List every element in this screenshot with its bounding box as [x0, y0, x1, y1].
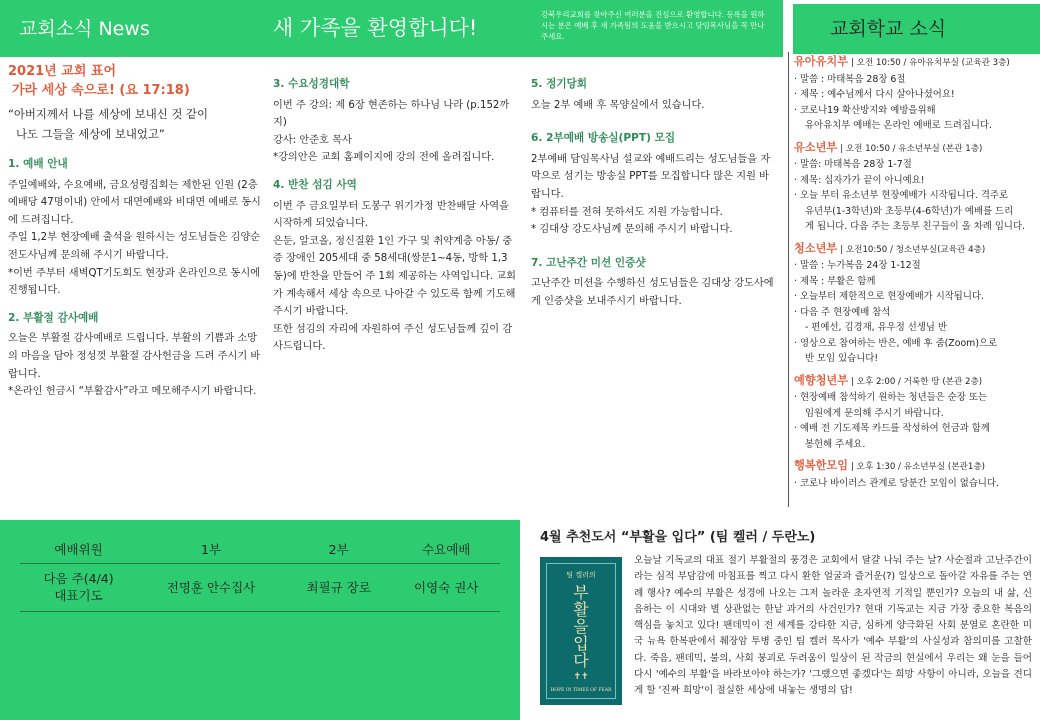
- school-news-column: [788, 52, 1038, 507]
- dept-line: · 영상으로 참여하는 반은, 예배 후 줌(Zoom)으로: [794, 337, 998, 349]
- cover-title-char: 부: [573, 583, 589, 602]
- section-title: 3. 수요성경대학: [273, 78, 350, 90]
- cover-author: 팀 켈러의: [566, 571, 596, 579]
- welcome-note: 강북우리교회를 찾아주신 여러분을 진심으로 환영합니다. 등록을 원하시는 분은 예배 후 새 가족팀의 도움을 받으시고 담임목사님을 꼭 만나주세요.: [541, 10, 765, 41]
- dept-line: · 예배 전 기도제목 카드를 작성하여 헌금과 함께: [794, 423, 990, 434]
- paragraph: 2부예배 담임목사님 설교와 예배드리는 성도님들을 자막으로 섬기는 방송실 PPT를 모집합니다 많은 지원 바랍니다.: [531, 153, 771, 200]
- dept-block: [794, 458, 1038, 491]
- welcome-title: 새 가족을 환영합니다!: [273, 16, 478, 40]
- dept-line: · 코로나19 확산방지와 예방을위해: [794, 104, 936, 116]
- dept-line: 봉헌해 주세요.: [805, 438, 866, 450]
- dept-name: 예향청년부: [794, 373, 849, 387]
- book-cover-frame: [546, 563, 616, 699]
- paragraph: 주일 1,2부 현장예배 출석을 원하시는 성도님들은 김양순 전도사님께 문의해 주시기 바랍니다.: [8, 232, 261, 261]
- dept-line: · 다음 주 현장예배 참석: [794, 306, 891, 318]
- dept-block: [794, 373, 1038, 453]
- paragraph: *온라인 헌금시 “부활감사”라고 메모해주시기 바랍니다.: [8, 386, 257, 398]
- duty-cell: 이영숙 권사: [392, 563, 500, 611]
- quote-line: “아버지께서 나를 세상에 보내신 것 같이: [8, 107, 209, 121]
- news-column-3: [531, 76, 778, 311]
- paragraph: 오늘은 부활절 감사예배로 드립니다. 부활의 기쁨과 소망의 마음을 담아 정성껏 부활절 감사헌금을 드려 주시기 바랍니다.: [8, 333, 261, 380]
- dept-line: · 제목 : 예수님께서 다시 살아나셨어요!: [794, 89, 955, 100]
- dept-line: · 현장예배 참석하기 원하는 청년들은 순장 또는: [794, 392, 987, 403]
- dept-meta: | 오후 1:30 / 유소년부실 (본관1층): [851, 462, 985, 472]
- dept-line: · 제목: 십자가가 끝이 아니예요!: [794, 174, 925, 186]
- paragraph: 오늘 2부 예배 후 목양실에서 있습니다.: [531, 99, 705, 111]
- duty-row-label-line: 대표기도: [54, 588, 103, 603]
- dept-line: 임원에게 문의해 주시기 바랍니다.: [805, 407, 944, 419]
- dept-line: 유년부(1-3학년)와 초등부(4-6학년)가 예배를 드리: [805, 205, 1014, 217]
- dept-block: [794, 140, 1038, 235]
- dept-name: 행복한모임: [794, 459, 849, 472]
- cover-title-char: 활: [573, 600, 589, 619]
- book-cover-image: [540, 557, 622, 705]
- dept-meta: | 오후 2:00 / 거룩한 땅 (본관 2층): [851, 376, 983, 387]
- paragraph: * 컴퓨터를 전혀 못하셔도 지원 가능합니다.: [531, 206, 723, 218]
- cover-title: [547, 584, 615, 669]
- cover-english-title: HOPE IN TIMES OF FEAR: [550, 688, 612, 693]
- quote-line: 나도 그들을 세상에 보내었고”: [16, 127, 165, 141]
- dept-meta: | 오전 10:50 / 유소년부실 (본관 1층): [840, 143, 983, 154]
- paragraph: *강의안은 교회 홈페이지에 강의 전에 올려집니다.: [273, 152, 495, 164]
- paragraph: 강사: 안준호 목사: [273, 134, 352, 146]
- dept-meta: | 오전10:50 / 청소년부실(교육관 4층): [840, 244, 986, 255]
- cover-title-char: 입: [573, 634, 589, 653]
- news-column-1: [8, 63, 266, 401]
- motto-quote: [8, 104, 266, 144]
- duty-header-cell: 예배위원: [20, 535, 137, 563]
- dept-line: · 말씀 : 누가복음 24장 1-12절: [794, 260, 921, 271]
- dept-line: · 오늘 부터 유소년부 현장예배가 시작됩니다. 격주로: [794, 190, 1009, 201]
- duty-table: [20, 535, 500, 612]
- section-title: 5. 정기당회: [531, 78, 588, 90]
- dept-name: 청소년부: [794, 241, 838, 255]
- paragraph: 주일예배와, 수요예배, 금요성령집회는 제한된 인원 (2층 예배당 47명이내) 안에서 대면예배와 비대면 예배로 동시에 드려집니다.: [8, 179, 261, 226]
- duty-header-cell: 수요예배: [392, 535, 500, 563]
- cross-icon: ✝✝: [573, 672, 589, 682]
- dept-line: · 말씀 : 마태복음 28장 6절: [794, 73, 906, 85]
- cover-title-char: 을: [573, 617, 589, 636]
- paragraph: 은둔, 알코올, 정신질환 1인 가구 및 취약계층 아동/ 중증 장애인 205세대 중 58세대(쌍문1~4동, 방학 1,3동)에 반찬을 만들어 주 1회 제공하는 사역입니다. 교회가 계속해서 세상 속으로 나아갈 수 있도록 함께 기도해 주시기 바랍니다.: [273, 235, 517, 318]
- paragraph: 이번 주 금요일부터 도봉구 위기가정 반찬배달 사역을 시작하게 되었습니다.: [273, 200, 509, 230]
- church-motto: 가라 세상 속으로! (요 17:18): [12, 83, 190, 98]
- dept-line: · 제목 : 부활은 함께: [794, 275, 876, 287]
- paragraph: 이번 주 강의: 제 6장 현존하는 하나님 나라 (p.152까지): [273, 99, 510, 129]
- section-title: 6. 2부예배 방송실(PPT) 모집: [531, 132, 676, 145]
- dept-line: · 말씀: 마태복음 28장 1-7절: [794, 159, 912, 170]
- duty-header-cell: 2부: [285, 535, 393, 563]
- book-title: 4월 추천도서 “부활을 입다” (팀 켈러 / 두란노): [540, 530, 816, 545]
- duty-row: [20, 563, 500, 611]
- dept-line: · 오늘부터 제한적으로 현장예배가 시작됩니다.: [794, 291, 984, 302]
- section-title: 1. 예배 안내: [8, 158, 68, 170]
- news-header-bar: [0, 0, 783, 57]
- dept-name: 유아유치부: [794, 55, 849, 68]
- book-description: 오늘날 기독교의 대표 절기 부활절의 풍경은 교회에서 달걀 나눠 주는 날? 사순절과 고난주간이라는 심적 부담감에 마침표를 찍고 다시 환한 얼굴과 즐거운(?) 일상으로 돌아갈 자유를 주는 연례 행사? 예수의 부활은 성경에 나오는 그저 놀라운 초자연적 기적일 뿐인가? 오늘의 내 삶, 신음하는 이 시대와 별 상관없는 한낱 과거의 사건인가? 현대 기독교는 지금 가장 중요한 복음의 핵심을 놓치고 있다! 팬데믹이 전 세계를 강타한 지금, 심하게 양극화된 사회 분열로 혼란한 미국 뉴욕 한복판에서 췌장암 투병 중인 팀 켈러 목사가 '예수 부활'의 사실성과 참의미를 고찰한다. 죽음, 팬데믹, 불의, 사회 붕괴로 두려움이 일상이 된 작금의 현실에서 우리는 왜 눈을 들어 다시 '예수의 부활'을 바라보아야 하는가? '그랬으면 좋겠다'는 희망 사항이 아니라, 오늘을 견디게 할 '진짜 희망'이 절실한 세상에 내놓는 생명의 답!: [634, 555, 1032, 697]
- dept-line: 게 됩니다. 다음 주는 초등부 친구들이 올 차례 입니다.: [805, 221, 1025, 232]
- dept-line: 반 모임 있습니다!: [805, 353, 879, 364]
- dept-name: 유소년부: [794, 140, 838, 154]
- section-title: 7. 고난주간 미션 인증샷: [531, 256, 646, 269]
- dept-line: · 코로나 바이러스 관계로 당분간 모임이 없습니다.: [794, 477, 999, 489]
- paragraph: 또한 섬김의 자리에 자원하여 주신 성도님들께 깊이 감사드립니다.: [273, 323, 513, 353]
- news-title: 교회소식 News: [19, 18, 150, 40]
- section-title: 4. 반찬 섬김 사역: [273, 178, 357, 191]
- dept-block: [794, 241, 1038, 367]
- dept-line: - 편예선, 김경재, 유우정 선생님 반: [805, 322, 947, 333]
- dept-meta: | 오전 10:50 / 유아유치부실 (교육관 3층): [851, 58, 1010, 68]
- paragraph: *이번 주부터 새벽QT기도회도 현장과 온라인으로 동시에 진행됩니다.: [8, 267, 261, 297]
- duty-header-cell: 1부: [137, 535, 285, 563]
- year-motto-label: 2021년 교회 표어: [8, 64, 117, 79]
- paragraph: 고난주간 미션을 수행하신 성도님들은 김대상 강도사에게 인증샷을 보내주시기 바랍니다.: [531, 278, 774, 307]
- duty-header-row: [20, 535, 500, 563]
- duty-cell: 전명훈 안수집사: [137, 563, 285, 611]
- duty-row-label-line: 다음 주(4/4): [43, 571, 114, 586]
- school-title: 교회학교 소식: [830, 18, 947, 40]
- paragraph: * 김대상 강도사님께 문의해 주시기 바랍니다.: [531, 224, 733, 236]
- duty-row-label: [20, 563, 137, 611]
- section-title: 2. 부활절 감사예배: [8, 311, 99, 324]
- dept-block: [794, 54, 1038, 134]
- news-column-2: [273, 76, 519, 356]
- dept-line: 유아유치부 예배는 온라인 예배로 드려집니다.: [805, 120, 992, 131]
- duty-cell: 최필규 장로: [285, 563, 393, 611]
- cover-title-char: 다: [573, 651, 589, 670]
